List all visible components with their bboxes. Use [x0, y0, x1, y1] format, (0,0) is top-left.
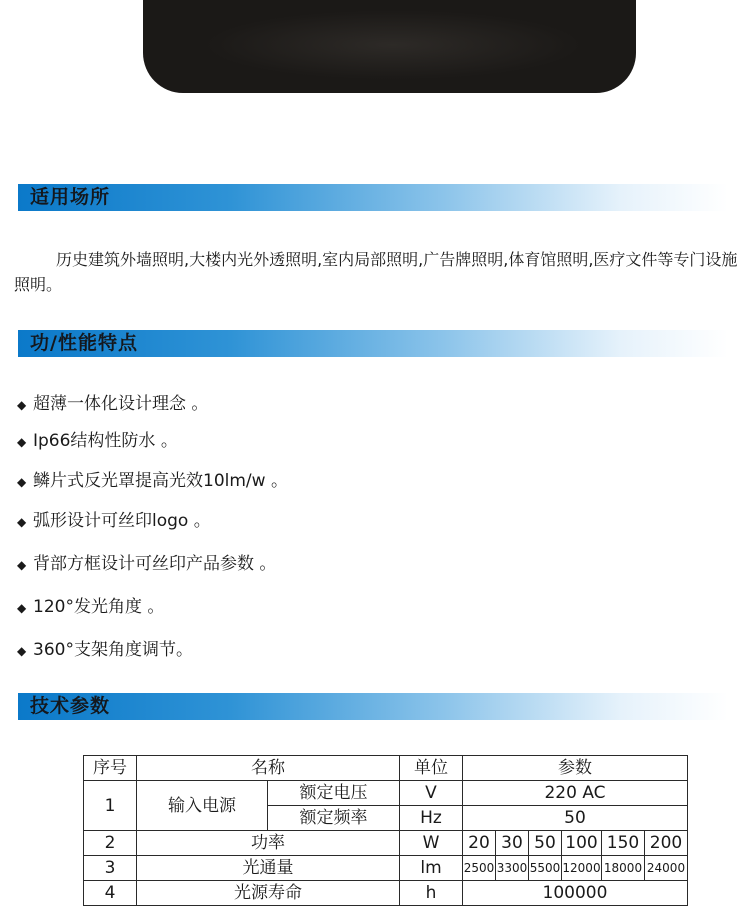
row-value: 220 AC	[463, 781, 688, 806]
section-title: 功/性能特点	[30, 332, 138, 354]
table-row	[84, 881, 688, 906]
row-value: 50	[529, 831, 562, 856]
feature-item: ◆ 360°支架角度调节。	[17, 637, 193, 663]
row-unit: Hz	[400, 806, 463, 831]
section-title: 技术参数	[30, 695, 111, 717]
section-header-features	[18, 330, 728, 357]
row-value: 20	[463, 831, 496, 856]
header-params: 参数	[463, 756, 688, 781]
row-value: 12000	[562, 856, 602, 881]
row-unit: V	[400, 781, 463, 806]
table-row	[84, 856, 688, 881]
bullet-diamond-icon: ◆	[17, 644, 27, 658]
row-name: 光源寿命	[137, 881, 400, 906]
header-unit: 单位	[400, 756, 463, 781]
row-value: 50	[463, 806, 688, 831]
row-value: 5500	[529, 856, 562, 881]
spec-table	[83, 755, 688, 906]
row-value: 24000	[645, 856, 688, 881]
row-index: 3	[84, 856, 137, 881]
feature-item: ◆ 超薄一体化设计理念 。	[17, 391, 208, 417]
row-value: 3300	[496, 856, 529, 881]
section-title: 适用场所	[30, 186, 111, 208]
section-header-applications	[18, 184, 728, 211]
row-name: 输入电源	[137, 781, 268, 831]
feature-item: ◆ Ip66结构性防水 。	[17, 428, 178, 454]
bullet-diamond-icon: ◆	[17, 601, 27, 615]
row-unit: h	[400, 881, 463, 906]
bullet-diamond-icon: ◆	[17, 435, 27, 449]
row-value: 100000	[463, 881, 688, 906]
row-value: 200	[645, 831, 688, 856]
bullet-diamond-icon: ◆	[17, 558, 27, 572]
row-index: 4	[84, 881, 137, 906]
feature-item: ◆ 背部方框设计可丝印产品参数 。	[17, 551, 276, 577]
feature-item: ◆ 120°发光角度 。	[17, 594, 164, 620]
feature-item: ◆ 弧形设计可丝印logo 。	[17, 508, 211, 534]
table-row	[84, 781, 688, 806]
header-index: 序号	[84, 756, 137, 781]
table-header-row	[84, 756, 688, 781]
bullet-diamond-icon: ◆	[17, 398, 27, 412]
row-value: 2500	[463, 856, 496, 881]
row-name: 光通量	[137, 856, 400, 881]
applications-paragraph: 历史建筑外墙照明,大楼内光外透照明,室内局部照明,广告牌照明,体育馆照明,医疗文件等专门设施照明。	[14, 250, 738, 294]
row-subname: 额定电压	[268, 781, 400, 806]
row-unit: W	[400, 831, 463, 856]
row-name: 功率	[137, 831, 400, 856]
section-header-specs	[18, 693, 728, 720]
row-value: 18000	[602, 856, 645, 881]
row-value: 30	[496, 831, 529, 856]
product-image	[143, 0, 636, 93]
row-value: 100	[562, 831, 602, 856]
bullet-diamond-icon: ◆	[17, 475, 27, 489]
header-name: 名称	[137, 756, 400, 781]
row-value: 150	[602, 831, 645, 856]
row-subname: 额定频率	[268, 806, 400, 831]
row-index: 2	[84, 831, 137, 856]
row-unit: lm	[400, 856, 463, 881]
feature-item: ◆ 鳞片式反光罩提高光效10lm/w 。	[17, 468, 288, 494]
row-index: 1	[84, 781, 137, 831]
bullet-diamond-icon: ◆	[17, 515, 27, 529]
table-row	[84, 831, 688, 856]
